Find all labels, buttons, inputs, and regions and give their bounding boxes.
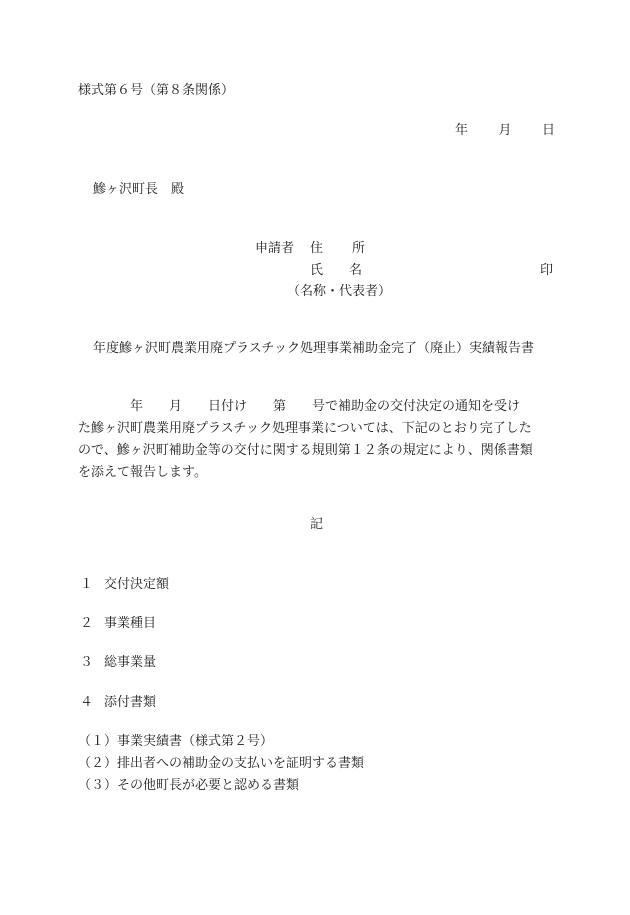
date-line <box>455 124 555 137</box>
report-title: 年度鰺ヶ沢町農業用廃プラスチック処理事業補助金完了（廃止）実績報告書 <box>93 341 534 356</box>
date-month-label: 月 <box>498 123 512 138</box>
applicant-label: 申請者 <box>255 241 295 256</box>
item-number: １ <box>80 577 94 592</box>
item-label: 事業種目 <box>104 616 157 631</box>
list-item <box>80 578 169 591</box>
item-label: 交付決定額 <box>104 577 170 592</box>
address-label: 住 所 <box>310 241 367 256</box>
body-paragraph <box>78 396 558 484</box>
attachment-item: （３）その他町長が必要と認める書類 <box>78 778 300 793</box>
addressee: 鰺ヶ沢町長 殿 <box>93 182 185 197</box>
list-item <box>80 617 156 630</box>
attachment-item: （１）事業実績書（様式第２号） <box>78 734 274 749</box>
item-number: ２ <box>80 616 94 631</box>
attachment-item: （２）排出者への補助金の支払いを証明する書類 <box>78 756 365 771</box>
item-number: ３ <box>80 655 94 670</box>
date-day-label: 日 <box>541 123 555 138</box>
item-label: 添付書類 <box>104 695 157 710</box>
name-label: 氏 名 <box>310 263 363 278</box>
list-item <box>80 696 156 709</box>
seal-mark: 印 <box>540 263 554 278</box>
body-line: ので、鰺ヶ沢町補助金等の交付に関する規則第１２条の規定により、関係書類 <box>78 443 533 458</box>
item-number: ４ <box>80 695 94 710</box>
ki-heading: 記 <box>310 517 324 532</box>
list-item <box>80 656 156 669</box>
body-line: た鰺ヶ沢町農業用廃プラスチック処理事業については、下記のとおり完了した <box>78 421 532 436</box>
name-note: （名称・代表者） <box>287 284 392 299</box>
body-line: を添えて報告します。 <box>78 465 207 480</box>
body-line: 年 月 日付け 第 号で補助金の交付決定の通知を受け <box>78 399 521 414</box>
form-number: 様式第６号（第８条関係） <box>78 83 235 98</box>
item-label: 総事業量 <box>104 655 157 670</box>
date-year-label: 年 <box>455 123 469 138</box>
